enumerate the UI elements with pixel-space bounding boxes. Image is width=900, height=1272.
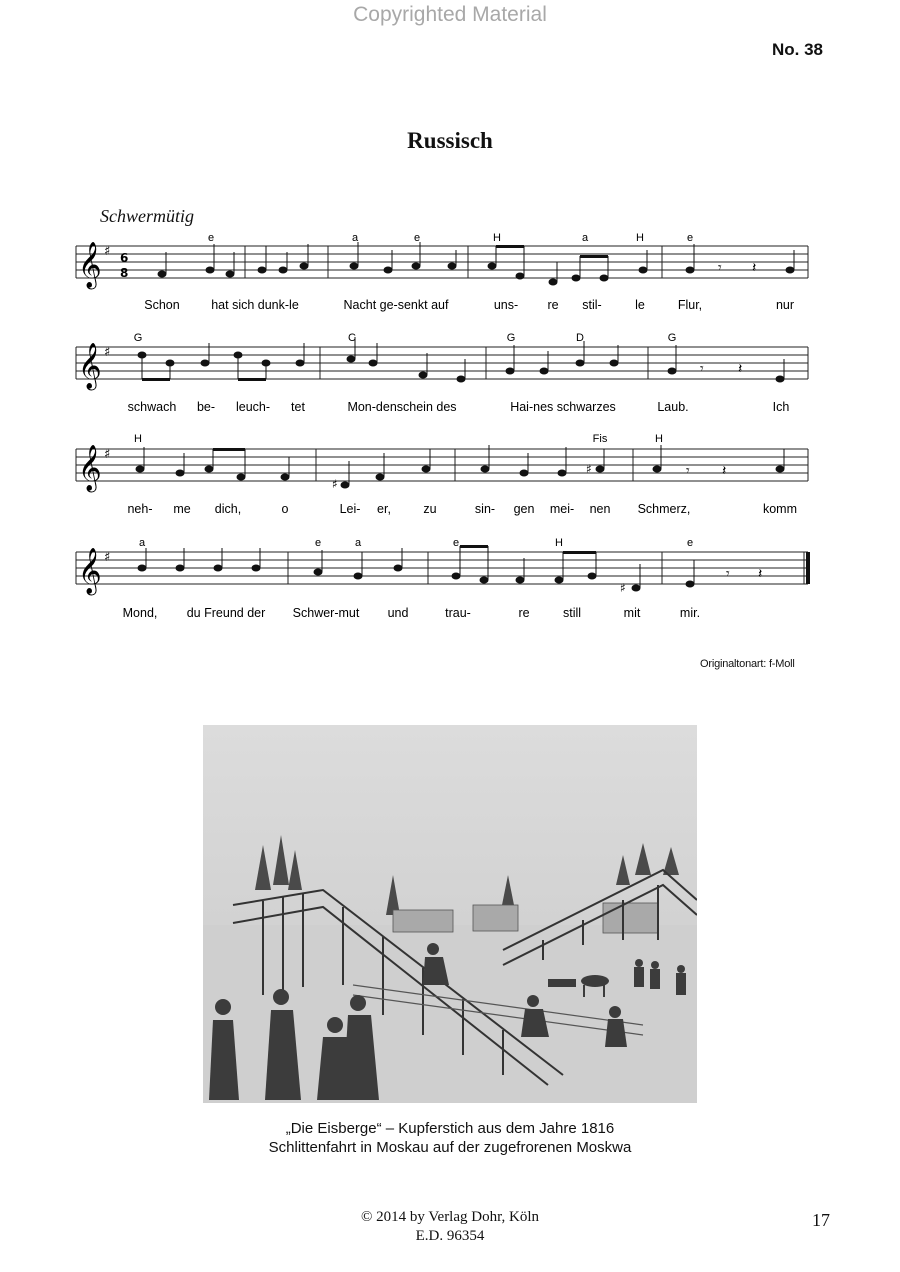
chord-symbol: Fis: [592, 433, 608, 445]
edition-number: E.D. 96354: [415, 1228, 485, 1244]
song-number: No. 38: [772, 40, 824, 59]
lyric: tet: [291, 400, 305, 414]
svg-text:𝄾: 𝄾: [700, 361, 704, 377]
lyric: Schwer-mut: [292, 606, 360, 620]
lyric: mit: [623, 606, 641, 620]
lyric: nen: [589, 502, 611, 516]
chord-symbol: H: [493, 232, 501, 244]
lyric: er,: [377, 502, 391, 516]
etching-illustration: [203, 725, 697, 1103]
svg-text:𝄽: 𝄽: [752, 260, 757, 276]
page-number: 17: [812, 1210, 830, 1230]
copyright-watermark: Copyrighted Material: [353, 3, 547, 26]
chord-symbol: C: [348, 332, 356, 344]
lyric: Mon-denschein des: [347, 400, 457, 414]
chord-symbol: e: [413, 232, 421, 244]
svg-text:♯: ♯: [586, 462, 592, 476]
lyric: nur: [775, 298, 795, 312]
svg-text:♯: ♯: [104, 447, 111, 462]
chord-symbol: H: [655, 433, 663, 445]
lyric: mei-: [549, 502, 575, 516]
lyric: hat sich dunk-le: [211, 298, 299, 312]
svg-text:♯: ♯: [104, 345, 111, 360]
lyric: Laub.: [657, 400, 689, 414]
chord-symbol: G: [506, 332, 516, 344]
chord-symbol: D: [576, 332, 584, 344]
svg-text:𝄽: 𝄽: [758, 566, 763, 582]
staff-system-1: [76, 232, 808, 312]
lyric: und: [387, 606, 409, 620]
lyric: Lei-: [339, 502, 361, 516]
staff-system-3: [76, 433, 808, 516]
chord-symbol: e: [314, 537, 322, 549]
lyric: Nacht ge-senkt auf: [343, 298, 449, 312]
treble-clef-icon: 𝄞: [78, 445, 102, 491]
lyric: sin-: [474, 502, 496, 516]
image-caption-line-2: Schlittenfahrt in Moskau auf der zugefrorenen Moskwa: [268, 1139, 632, 1156]
chord-symbol: a: [138, 537, 146, 549]
svg-text:𝄽: 𝄽: [738, 361, 743, 377]
lyric: Mond,: [122, 606, 158, 620]
chord-symbol: G: [133, 332, 143, 344]
svg-text:♯: ♯: [620, 581, 626, 595]
lyric: uns-: [493, 298, 519, 312]
svg-text:♯: ♯: [104, 244, 111, 259]
lyric: mir.: [679, 606, 701, 620]
lyric: Ich: [772, 400, 790, 414]
treble-clef-icon: 𝄞: [78, 242, 102, 288]
chord-symbol: e: [686, 232, 694, 244]
treble-clef-icon: 𝄞: [78, 343, 102, 389]
copyright-notice: © 2014 by Verlag Dohr, Köln: [360, 1209, 539, 1225]
treble-clef-icon: 𝄞: [78, 548, 102, 594]
lyric: komm: [762, 502, 798, 516]
lyric: neh-: [127, 502, 153, 516]
lyric: me: [173, 502, 191, 516]
svg-text:𝄾: 𝄾: [718, 260, 722, 276]
svg-text:♯: ♯: [104, 550, 111, 565]
lyric: le: [635, 298, 645, 312]
svg-text:8: 8: [120, 266, 129, 280]
lyric: leuch-: [235, 400, 271, 414]
chord-symbol: e: [686, 537, 694, 549]
staff-system-2: [76, 332, 808, 414]
svg-text:𝄾: 𝄾: [726, 566, 730, 582]
svg-text:♯: ♯: [332, 477, 338, 491]
chord-symbol: a: [354, 537, 362, 549]
chord-symbol: e: [452, 537, 460, 549]
chord-symbol: H: [636, 232, 644, 244]
lyric: Flur,: [677, 298, 703, 312]
lyric: o: [281, 502, 289, 516]
lyric: schwach: [127, 400, 177, 414]
original-key-note: Originaltonart: f-Moll: [700, 658, 795, 670]
svg-text:𝄾: 𝄾: [686, 463, 690, 479]
image-caption-line-1: „Die Eisberge“ – Kupferstich aus dem Jahre 1816: [285, 1120, 615, 1137]
lyric: stil-: [582, 298, 602, 312]
lyric: gen: [513, 502, 535, 516]
song-title: Russisch: [407, 128, 493, 153]
lyric: zu: [423, 502, 437, 516]
chord-symbol: a: [581, 232, 589, 244]
lyric: still: [562, 606, 582, 620]
lyric: du Freund der: [186, 606, 266, 620]
lyric: re: [547, 298, 559, 312]
lyric: be-: [196, 400, 216, 414]
chord-symbol: G: [667, 332, 677, 344]
lyric: Hai-nes schwarzes: [510, 400, 616, 414]
staff-system-4: [76, 537, 810, 620]
chord-symbol: H: [134, 433, 142, 445]
lyric: re: [518, 606, 530, 620]
lyric: dich,: [214, 502, 242, 516]
chord-symbol: a: [351, 232, 359, 244]
chord-symbol: e: [207, 232, 215, 244]
lyric: Schon: [144, 298, 180, 312]
chord-symbol: H: [555, 537, 563, 549]
svg-text:𝄽: 𝄽: [722, 463, 727, 479]
tempo-marking: Schwermütig: [100, 206, 194, 226]
svg-text:6: 6: [120, 251, 129, 265]
lyric: Schmerz,: [637, 502, 691, 516]
lyric: trau-: [445, 606, 471, 620]
